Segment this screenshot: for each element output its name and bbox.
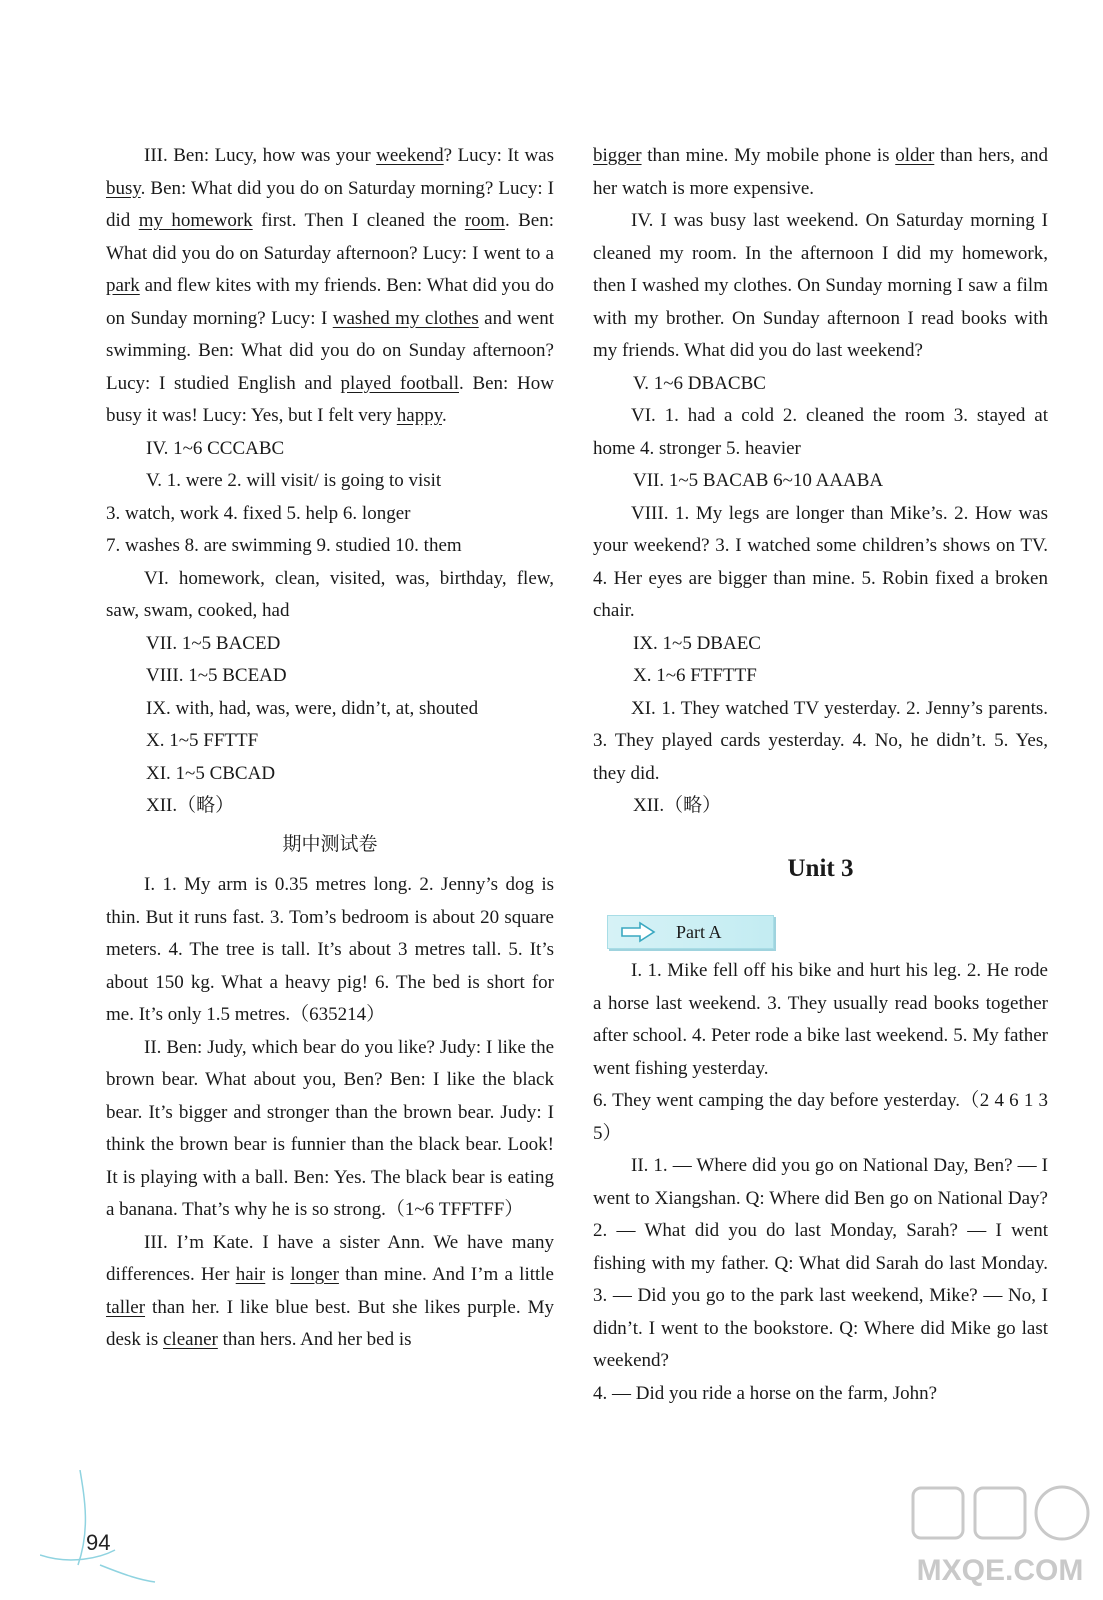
- unit3-section-1: I. 1. Mike fell off his bike and hurt his leg. 2. He rode a horse last weekend. 3. They usually read books together after school. 4. Peter rode a bike last weekend. 5. My father went fishing yesterday.: [593, 960, 1048, 1079]
- part-a-label: Part A: [676, 921, 722, 942]
- answer-section-5-line1: V. 1. were 2. will visit/ is going to visit: [146, 470, 442, 491]
- answer-section-3: III. Ben: Lucy, how was your weekend? Lucy: It was busy. Ben: What did you do on Saturday morning? Lucy: I did my homework first. Then I cleaned the room. Ben: What did you do on Saturday afternoon? Lucy: I went to a park and flew kites with my friends. Ben: What did you do on Sunday morning? Lucy: I washed my clothes and went swimming. Ben: What did you do on Sunday afternoon? Lucy: I studied English and played football. Ben: How busy it was! Lucy: Yes, but I felt very happy.: [106, 145, 554, 426]
- midterm-section-8: VIII. 1. My legs are longer than Mike’s. 2. How was your weekend? 3. I watched some children’s shows on TV. 4. Her eyes are bigger than mine. 5. Robin fixed a broken chair.: [593, 502, 1048, 621]
- midterm-section-12: XII.（略）: [633, 795, 722, 816]
- midterm-section-9: IX. 1~5 DBAEC: [633, 632, 761, 654]
- midterm-section-2: II. Ben: Judy, which bear do you like? Judy: I like the brown bear. What about you, Ben? Ben: I like the black bear. It’s bigger and stronger than the brown bear. Judy: I think the brown bear is funnier than the black bear. Look! It is playing with a ball. Ben: Yes. The black bear is eating a banana. That’s why he is so strong.（1~6 TFFTFF）: [106, 1036, 554, 1220]
- part-a-banner: [607, 915, 774, 949]
- answer-section-6: VI. homework, clean, visited, was, birthday, flew, saw, swam, cooked, had: [106, 567, 554, 621]
- unit3-section-2-item4: 4. — Did you ride a horse on the farm, John?: [593, 1382, 938, 1404]
- midterm-section-11: XI. 1. They watched TV yesterday. 2. Jenny’s parents. 3. They played cards yesterday. 4. No, he didn’t. 5. Yes, they did.: [593, 697, 1048, 784]
- answer-section-4: IV. 1~6 CCCABC: [146, 437, 285, 459]
- unit3-section-2: II. 1. — Where did you go on National Day, Ben? — I went to Xiangshan. Q: Where did Ben go on National Day? 2. — What did you do last Monday, Sarah? — I went fishing with my father. Q: What did Sarah do last Monday. 3. — Did you go to the park last weekend, Mike? — No, I didn’t. I went to the bookstore. Q: Where did Mike go last weekend?: [593, 1155, 1048, 1371]
- midterm-section-4: IV. I was busy last weekend. On Saturday morning I cleaned my room. In the afternoon I did my homework, then I washed my clothes. On Sunday morning I saw a film with my brother. On Sunday afternoon I read books with my friends. What did you do last weekend?: [593, 210, 1048, 361]
- midterm-section-3: III. I’m Kate. I have a sister Ann. We have many differences. Her hair is longer than mine. And I’m a little taller than her. I like blue best. But she likes purple. My desk is cleaner than hers. And her bed is: [106, 1231, 554, 1350]
- answer-section-10: X. 1~5 FFTTF: [146, 730, 259, 751]
- midterm-section-3-continued: bigger than mine. My mobile phone is older than hers, and her watch is more expensive.: [593, 145, 1048, 199]
- arrow-right-icon: [620, 921, 656, 943]
- answer-section-9: IX. with, had, was, were, didn’t, at, shouted: [146, 697, 479, 719]
- midterm-section-1: I. 1. My arm is 0.35 metres long. 2. Jenny’s dog is thin. But it runs fast. 3. Tom’s bedroom is about 20 square meters. 4. The tree is tall. It’s about 3 metres tall. 5. It’s about 150 kg. What a heavy pig! 6. The bed is short for me. It’s only 1.5 metres.（635214）: [106, 874, 554, 1025]
- right-column: [593, 140, 1048, 1410]
- answer-section-7: VII. 1~5 BACED: [146, 632, 281, 654]
- answer-section-5-line2: 3. watch, work 4. fixed 5. help 6. longer: [106, 502, 411, 524]
- unit3-section-1-answer: 6. They went camping the day before yesterday.（2 4 6 1 3 5）: [593, 1090, 1048, 1144]
- midterm-section-6: VI. 1. had a cold 2. cleaned the room 3. stayed at home 4. stronger 5. heavier: [593, 405, 1048, 459]
- page-number: 94: [86, 1530, 111, 1555]
- midterm-title: 期中测试卷: [282, 833, 378, 855]
- svg-text:MXQE.COM: MXQE.COM: [916, 1554, 1084, 1587]
- answer-section-5-line3: 7. washes 8. are swimming 9. studied 10. them: [106, 535, 462, 556]
- midterm-section-10: X. 1~6 FTFTTF: [633, 665, 757, 686]
- left-column: [106, 140, 554, 1357]
- watermark-logo: [905, 1480, 1095, 1595]
- midterm-section-5: V. 1~6 DBACBC: [633, 372, 766, 394]
- answer-section-11: XI. 1~5 CBCAD: [146, 762, 276, 784]
- unit-title: Unit 3: [787, 854, 854, 882]
- midterm-section-7: VII. 1~5 BACAB 6~10 AAABA: [633, 470, 884, 491]
- answer-section-12: XII.（略）: [146, 795, 235, 816]
- answer-section-8: VIII. 1~5 BCEAD: [146, 665, 287, 686]
